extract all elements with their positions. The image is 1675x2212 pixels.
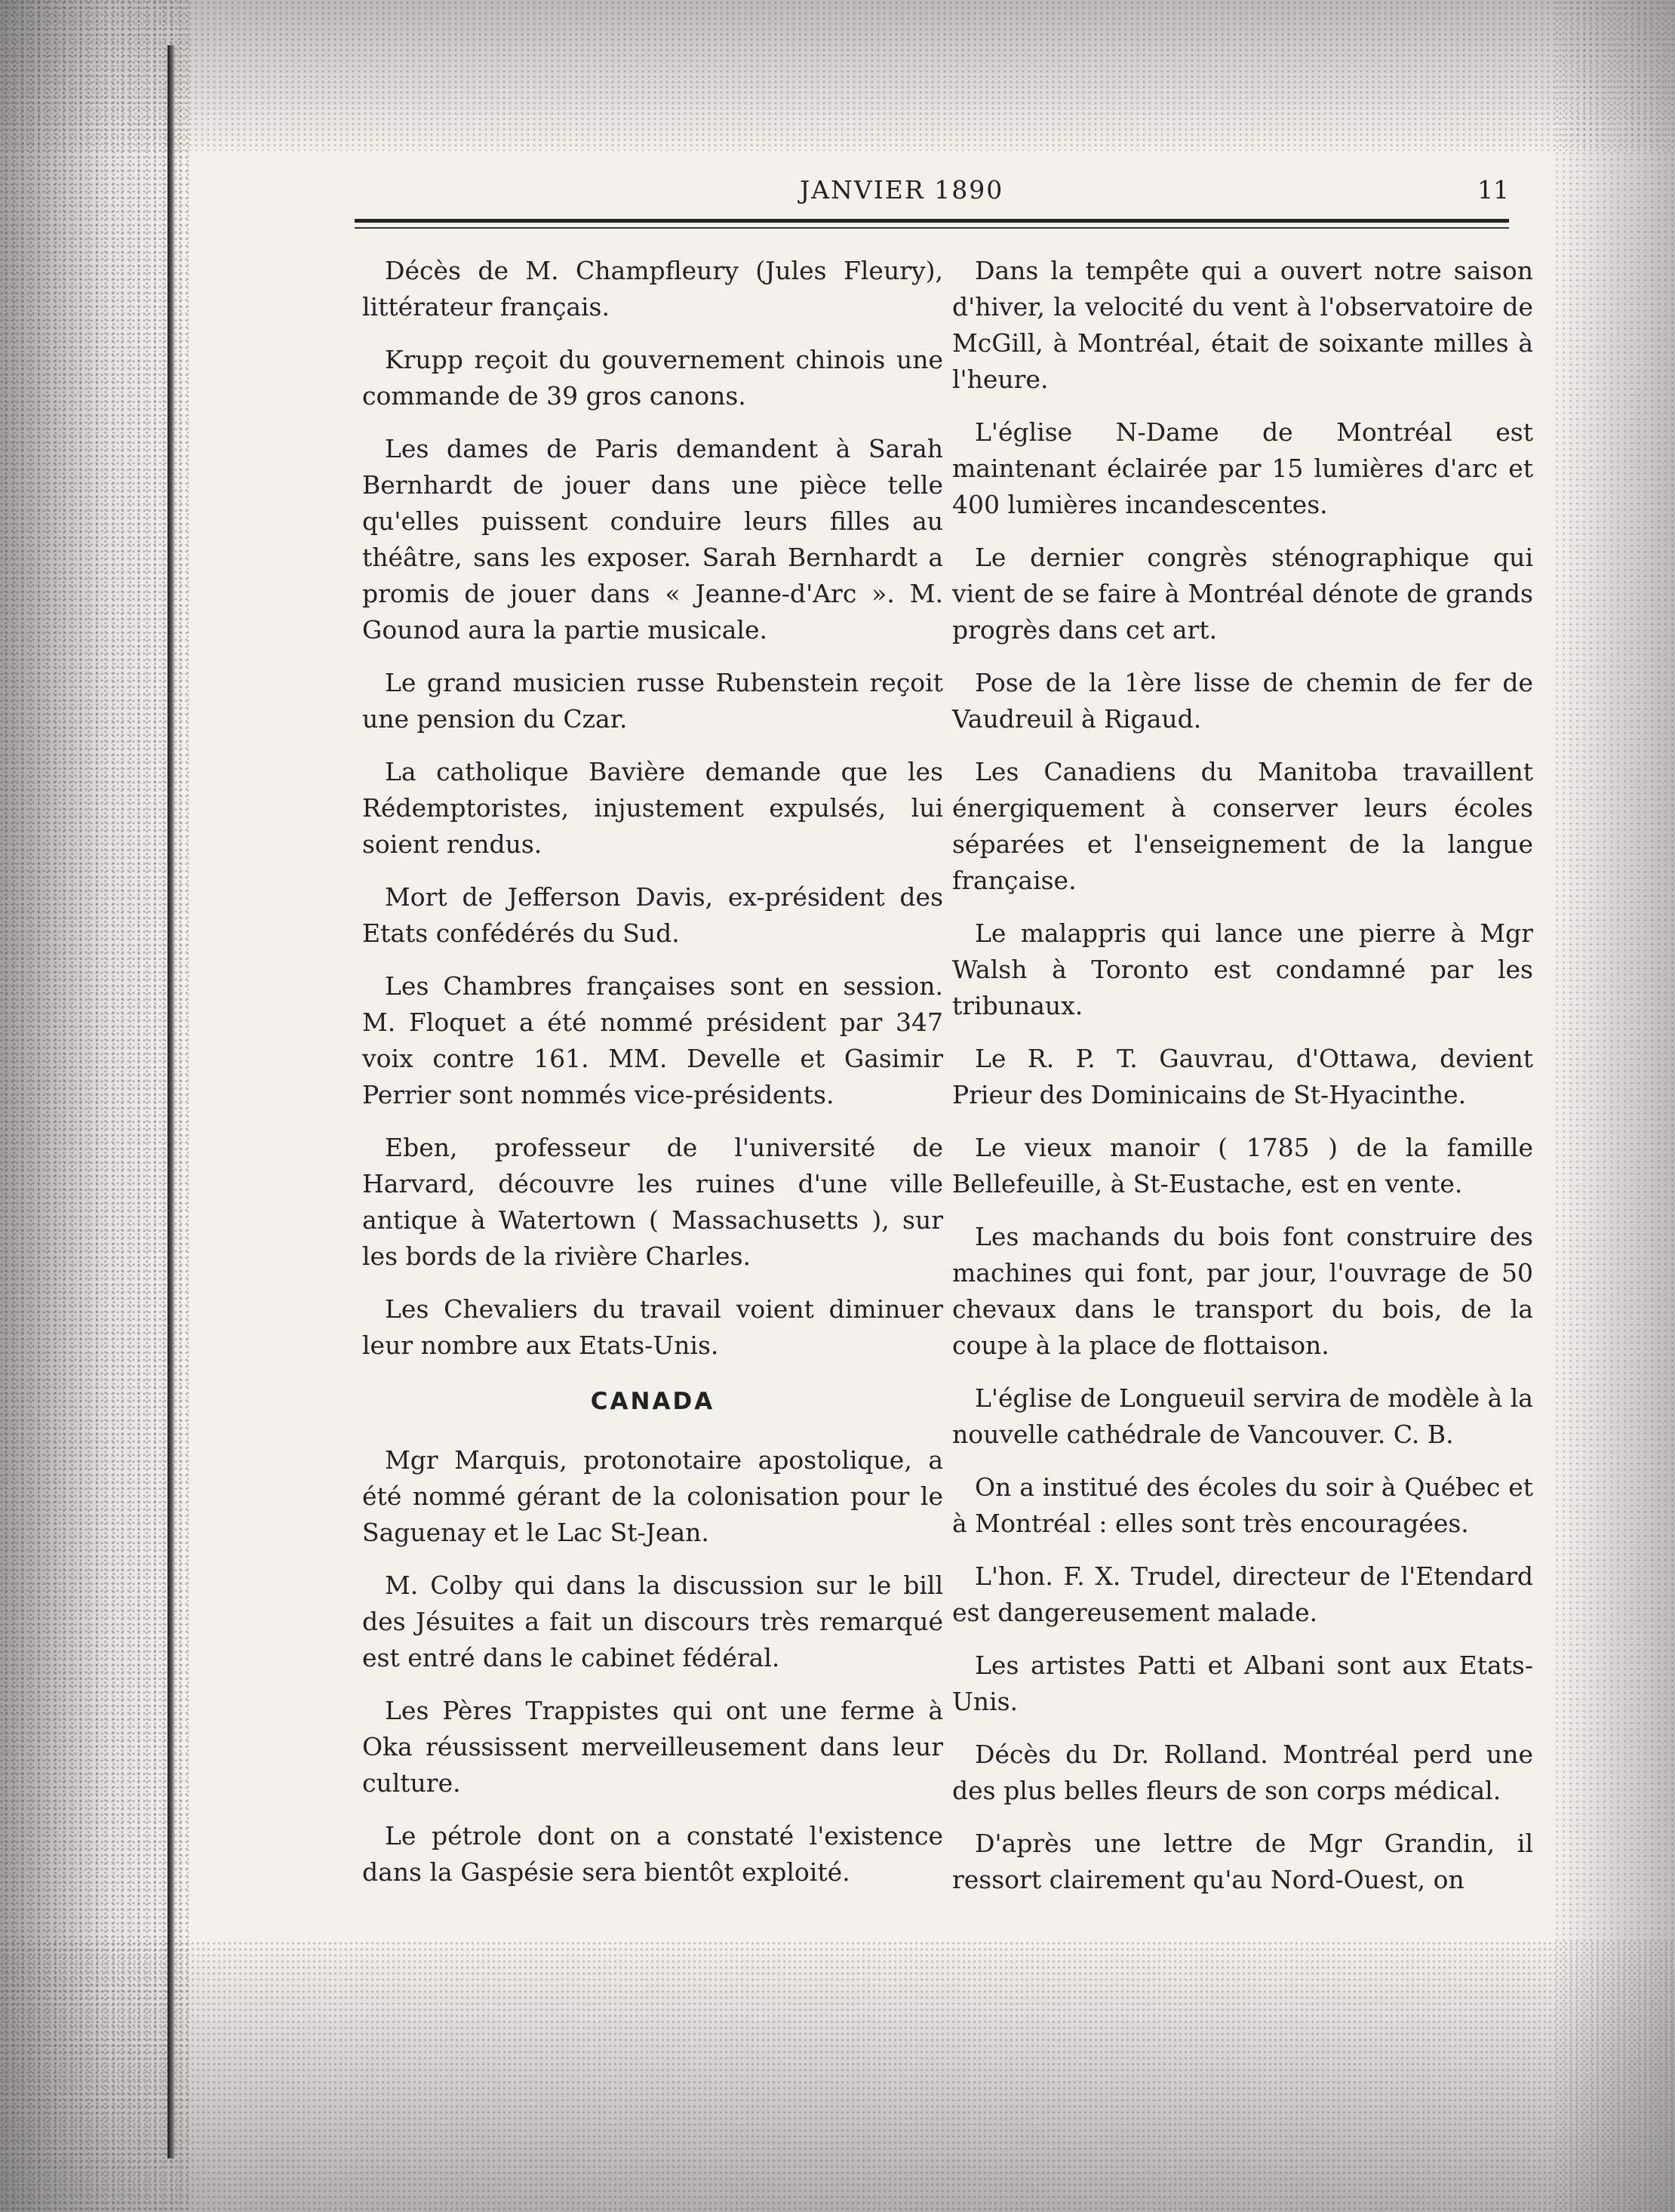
news-item: Le grand musicien russe Rubenstein reçoit une pension du Czar. — [362, 668, 943, 734]
news-item: Décès de M. Champfleury (Jules Fleury), littérateur français. — [362, 256, 943, 321]
news-item: Dans la tempête qui a ouvert notre saison d'hiver, la velocité du vent à l'observatoire de McGill, à Montréal, était de soixante milles à l'heure. — [952, 256, 1533, 394]
news-item: La catholique Bavière demande que les Rédemptoristes, injustement expulsés, lui soient rendus. — [362, 757, 943, 859]
news-item: Les Pères Trappistes qui ont une ferme à Oka réussissent merveilleusement dans leur culture. — [362, 1696, 943, 1798]
news-item: L'hon. F. X. Trudel, directeur de l'Etendard est dangereusement malade. — [952, 1561, 1533, 1627]
news-item: Les machands du bois font construire des machines qui font, par jour, l'ouvrage de 50 chevaux dans le transport du bois, de la coupe à la place de flottaison. — [952, 1222, 1533, 1360]
header-rule-thin — [355, 227, 1509, 229]
news-item: L'église de Longueuil servira de modèle à la nouvelle cathédrale de Vancouver. C. B. — [952, 1383, 1533, 1449]
news-item: Les artistes Patti et Albani sont aux Etats-Unis. — [952, 1651, 1533, 1716]
scan-noise-top — [0, 0, 1675, 151]
news-item: Le vieux manoir ( 1785 ) de la famille Bellefeuille, à St-Eustache, est en vente. — [952, 1133, 1533, 1198]
news-item: M. Colby qui dans la discussion sur le bill des Jésuites a fait un discours très remarqué est entré dans le cabinet fédéral. — [362, 1571, 943, 1672]
news-item: Le pétrole dont on a constaté l'existence dans la Gaspésie sera bientôt exploité. — [362, 1821, 943, 1887]
scan-noise-left — [0, 0, 189, 2212]
news-item: Krupp reçoit du gouvernement chinois une commande de 39 gros canons. — [362, 345, 943, 411]
right-column — [952, 253, 1533, 1915]
news-item: Les dames de Paris demandent à Sarah Bernhardt de jouer dans une pièce telle qu'elles puissent conduire leurs filles au théâtre, sans les exposer. Sarah Bernhardt a promis de jouer dans « Jeanne-d'Arc ». M. Gounod aura la partie musicale. — [362, 434, 943, 645]
news-item: Mort de Jefferson Davis, ex-président des Etats confédérés du Sud. — [362, 882, 943, 948]
page-header — [355, 175, 1509, 220]
header-date: JANVIER 1890 — [800, 175, 1004, 205]
news-item: Les Chevaliers du travail voient diminuer leur nombre aux Etats-Unis. — [362, 1294, 943, 1360]
news-item: D'après une lettre de Mgr Grandin, il ressort clairement qu'au Nord-Ouest, on — [952, 1829, 1533, 1894]
binding-fold-line — [168, 45, 175, 2158]
page-number: 11 — [1477, 175, 1509, 205]
scan-noise-bottom — [0, 1940, 1675, 2212]
news-item: Mgr Marquis, protonotaire apostolique, a été nommé gérant de la colonisation pour le Saguenay et le Lac St-Jean. — [362, 1445, 943, 1547]
scan-noise-right — [1554, 0, 1675, 2212]
news-item: Eben, professeur de l'université de Harvard, découvre les ruines d'une ville antique à Watertown ( Massachusetts ), sur les bords de la rivière Charles. — [362, 1133, 943, 1271]
news-item: Le malappris qui lance une pierre à Mgr Walsh à Toronto est condamné par les tribunaux. — [952, 918, 1533, 1020]
news-item: L'église N-Dame de Montréal est maintenant éclairée par 15 lumières d'arc et 400 lumières incandescentes. — [952, 417, 1533, 519]
section-heading-canada: CANADA — [590, 1388, 715, 1415]
left-column — [362, 253, 943, 1907]
news-item: Le dernier congrès sténographique qui vient de se faire à Montréal dénote de grands progrès dans cet art. — [952, 543, 1533, 645]
news-item: On a institué des écoles du soir à Québec et à Montréal : elles sont très encouragées. — [952, 1472, 1533, 1538]
news-item: Décès du Dr. Rolland. Montréal perd une des plus belles fleurs de son corps médical. — [952, 1740, 1533, 1805]
news-item: Pose de la 1ère lisse de chemin de fer de Vaudreuil à Rigaud. — [952, 668, 1533, 734]
news-item: Le R. P. T. Gauvrau, d'Ottawa, devient Prieur des Dominicains de St-Hyacinthe. — [952, 1044, 1533, 1109]
news-item: Les Canadiens du Manitoba travaillent énergiquement à conserver leurs écoles séparées et l'enseignement de la langue française. — [952, 757, 1533, 895]
header-rule-thick — [355, 219, 1509, 223]
news-item: Les Chambres françaises sont en session. M. Floquet a été nommé président par 347 voix contre 161. MM. Develle et Gasimir Perrier sont nommés vice-présidents. — [362, 971, 943, 1109]
